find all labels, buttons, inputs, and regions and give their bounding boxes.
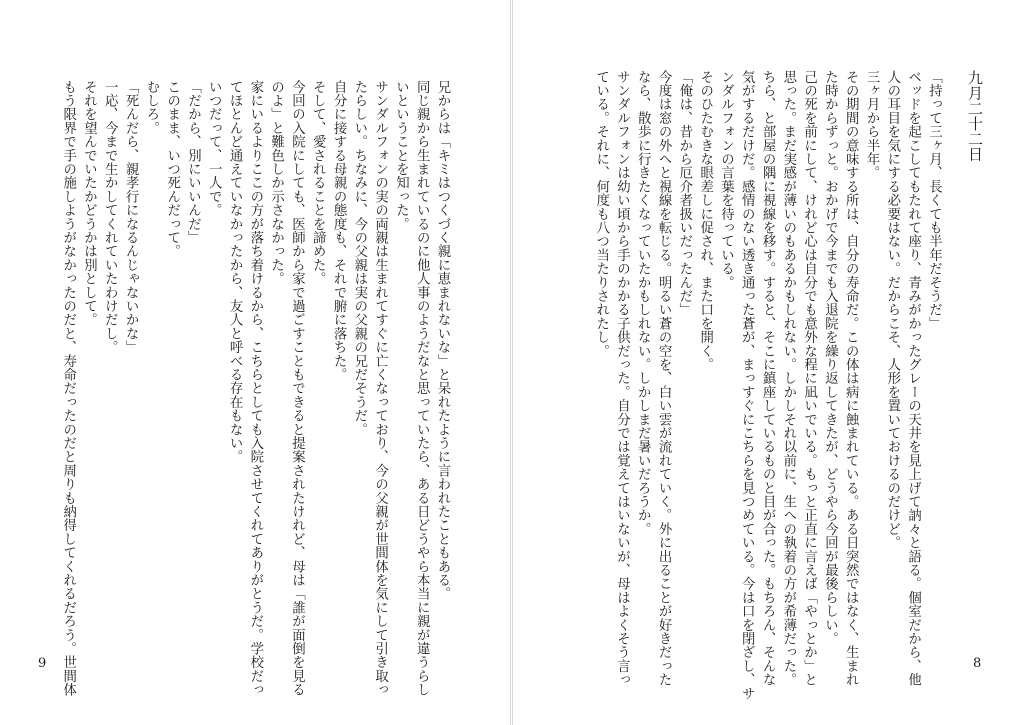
- text-line: そして、愛されることを諦めた。: [310, 80, 326, 286]
- text-line: このまま、いつ死んだって。: [164, 80, 180, 259]
- text-line: 「死んだら、親孝行になるんじゃないかな」: [123, 80, 139, 354]
- text-line: た時からずっと。おかげで今までも入退院を繰り返してきたが、どうやら今回が最後らしい。: [822, 70, 838, 646]
- text-line: 「持って三ヶ月、長くても半年だそうだ」: [926, 70, 942, 331]
- text-line: もう限界で手の施しようがなかったのだと、寿命だったのだと周りも納得してくれるだろう。世間体: [60, 80, 76, 697]
- text-line: そのひたむきな眼差しに促され、また口を開く。: [697, 70, 713, 372]
- text-line: 三ヶ月から半年。: [864, 70, 880, 180]
- text-line: 今回の入院にしても、医師から家で過ごすこともできると提案されたけれど、母は「誰が面倒を見る: [289, 80, 305, 697]
- text-line: いつだって、一人で。: [206, 80, 222, 217]
- text-line: それを望んでいたかどうかは別として。: [81, 80, 97, 327]
- text-line: 家にいるよりここの方が落ち着けるから、こちらとしても入院させてくれてありがとうだ。学校だっ: [247, 80, 263, 697]
- text-line: 「だから、別にいいんだ」: [185, 80, 201, 245]
- text-line: その期間の意味する所は、自分の寿命だ。この体は病に蝕まれている。ある日突然ではなく、生まれ: [843, 70, 859, 687]
- left-page-number: 9: [38, 656, 47, 671]
- text-line: 一応、今まで生かしてくれていたわけだし。: [102, 80, 118, 354]
- text-line: いということを知った。: [393, 80, 409, 231]
- left-page-text: [52, 80, 452, 697]
- text-line: 人の耳目を気にする必要はない。だからこそ、人形を置いておけるのだけど。: [884, 70, 900, 550]
- text-line: てほとんど通えていなかったから、友人と呼べる存在もない。: [227, 80, 243, 464]
- text-line: むしろ。: [143, 80, 159, 135]
- text-line: 自分に接する母親の態度も、それで腑に落ちた。: [331, 80, 347, 382]
- text-line: 思った。まだ実感が薄いのもあるかもしれない。しかしそれ以前に、生への執着の方が希薄だった。: [780, 70, 796, 687]
- right-page: [512, 0, 1023, 725]
- text-line: ている。それに、何度も八つ当たりされたし。: [593, 70, 609, 358]
- left-page: [0, 0, 511, 725]
- text-line: たらしい。ちなみに、今の父親は実の父親の兄だそうだ。: [351, 80, 367, 437]
- text-line: のよ」と難色しか示さなかった。: [268, 80, 284, 286]
- chapter-heading: 九月二十二日: [966, 70, 984, 162]
- text-line: ちら、と部屋の隅に視線を移す。すると、そこに鎮座しているものと目が合った。もちろん、そんな: [760, 70, 776, 687]
- heading-spacer: [943, 70, 964, 680]
- text-line: 気がするだけだ。感情のない透き通った蒼が、まっすぐにこちらを見つめている。今は口を閉ざし、サ: [739, 70, 755, 701]
- text-line: 己の死を前にして、けれど心は自分でも意外な程に凪いでいる。もっと正直に言えば「やっとか」と: [801, 70, 817, 687]
- text-line: ンダルフォンの言葉を待っている。: [718, 70, 734, 290]
- right-page-number: 8: [973, 656, 982, 671]
- text-line: 今度は窓の外へと視線を転じる。明るい蒼の空を、白い雲が流れていく。外に出ることが好きだった: [656, 70, 672, 687]
- text-line: なら、散歩に行きたくなっていたかもしれない。しかしまだ暑いだろうか。: [635, 70, 651, 536]
- text-line: 兄からは「キミはつくづく親に恵まれないな」と呆れたように言われたこともある。: [435, 80, 450, 601]
- text-line: ベッドを起こしてもたれて座り、青みがかったグレーの天井を見上げて訥々と語る。個室だから、他: [905, 70, 921, 687]
- text-line: 同じ親から生まれているのに他人事のようだなと思っていたら、ある日どうやら本当に親が違うらし: [414, 80, 430, 697]
- right-page-text: [593, 70, 985, 701]
- text-line: サンダルフォンは幼い頃から手のかかる子供だった。自分では覚えてはいないが、母はよくそう言っ: [614, 70, 630, 687]
- text-line: 「俺は、昔から厄介者扱いだったんだ」: [676, 70, 692, 317]
- text-line: サンダルフォンの実の両親は生まれてすぐに亡くなっており、今の父親が世間体を気にして引き取っ: [372, 80, 388, 697]
